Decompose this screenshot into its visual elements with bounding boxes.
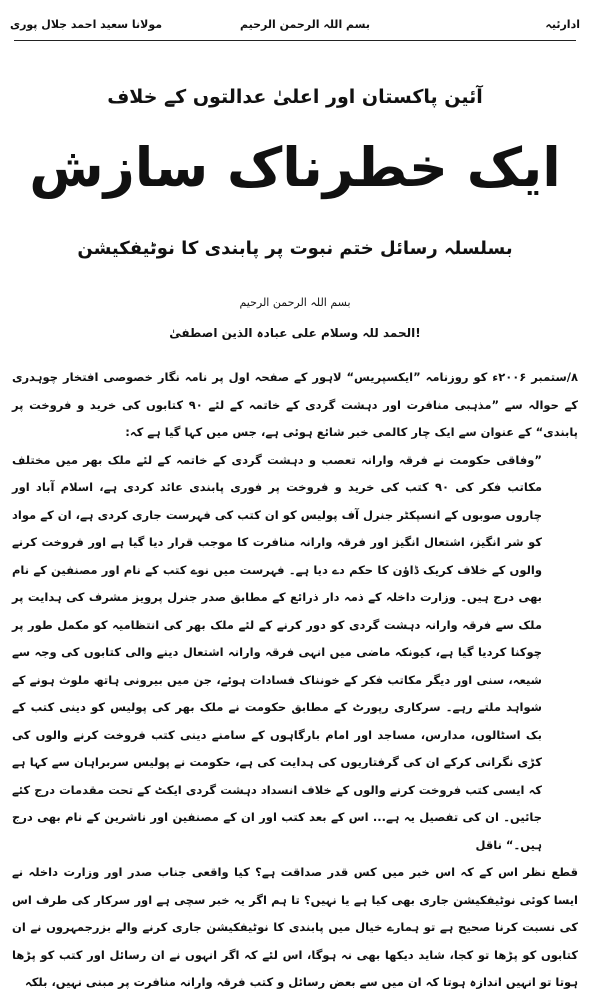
hamd-line: الحمد للہ وسلام علی عبادہ الذین اصطفیٰ! bbox=[169, 326, 421, 340]
article-subtitle: بسلسلہ رسائل ختم نبوت پر پابندی کا نوٹیفکیشن bbox=[77, 238, 513, 259]
bismillah: بسم اللہ الرحمن الرحیم bbox=[239, 296, 351, 309]
paragraph-commentary: قطع نظر اس کے کہ اس خبر میں کس قدر صداقت ہے؟ کیا واقعی جناب صدر اور وزارت داخلہ نے ایسا کوئی نوٹیفکیشن جاری بھی کیا ہے یا نہیں؟ تا ہم اگر یہ خبر سچی ہے اور سرکار کی طرف اس کی نسبت کرنا صحیح ہے تو ہمارے خیال میں پابندی کا نوٹیفکیشن جاری کرنے والے بزرجمہروں نے ان کتابوں کو پڑھا تو کجا، شاید دیکھا بھی نہ ہوگا، اس لئے کہ اگر انہوں نے ان رسائل اور کتب کو پڑھا ہوتا تو انہیں اندازہ ہوتا کہ ان میں سے بعض رسائل و کتب فرقہ وارانہ منافرت پر مبنی نہیں، بلکہ bbox=[12, 865, 578, 989]
article-kicker: آئین پاکستان اور اعلیٰ عدالتوں کے خلاف bbox=[107, 86, 483, 108]
header-bismillah: بسم اللہ الرحمن الرحیم bbox=[239, 18, 370, 31]
section-label: ادارئیہ bbox=[545, 18, 580, 31]
header-divider bbox=[14, 40, 576, 41]
author-name: مولانا سعید احمد جلال پوری bbox=[10, 18, 163, 31]
paragraph-intro: ۸/ستمبر ۲۰۰۶ء کو روزنامہ ”ایکسپریس“ لاہور کے صفحہ اول پر نامہ نگار خصوصی افتخار چوہدری کے حوالہ سے ”مذہبی منافرت اور دہشت گردی کے خاتمہ کے لئے ۹۰ کتابوں کی خرید و فروخت پر پابندی“ کے عنوان سے ایک چار کالمی خبر شائع ہوئی ہے، جس میں کہا گیا ہے کہ: bbox=[12, 370, 579, 439]
paragraph-quote: ”وفاقی حکومت نے فرقہ وارانہ تعصب و دہشت گردی کے خاتمہ کے لئے ملک بھر میں مختلف مکاتب فکر کی ۹۰ کتب کی خرید و فروخت پر فوری پابندی عائد کردی ہے، اسلام آباد اور چاروں صوبوں کے انسپکٹر جنرل آف پولیس کو ان کتب کی فہرست جاری کردی ہے، ان کے مواد کو شر انگیز، اشتعال انگیز اور فرقہ وارانہ منافرت کا موجب قرار دیا گیا ہے اور فروخت کرنے والوں کے خلاف کریک ڈاؤن کا حکم دے دیا ہے۔ فہرست میں نوے کتب کے نام اور مصنفین کے نام بھی درج ہیں۔ وزارت داخلہ کے ذمہ دار ذرائع کے مطابق صدر جنرل پرویز مشرف کی ہدایت پر ملک سے فرقہ وارانہ دہشت گردی کو دور کرنے کے لئے ملک بھر کی انتظامیہ کو مکمل طور پر چوکنا کردیا گیا ہے، کیونکہ ماضی میں انہی فرقہ وارانہ اشتعال دینے والی کتابوں کی وجہ سے شیعہ، سنی اور دیگر مکاتب فکر کے خونناک فسادات ہوئے، جن میں بیرونی ہاتھ ملوث ہونے کے شواہد ملتے رہے۔ سرکاری رپورٹ کے مطابق حکومت نے ملک بھر کی پولیس کو دینی کتب کے بک اسٹالوں، مدارس، مساجد اور امام بارگاہوں کے سامنے دینی کتب فروخت کرنے والوں کی کڑی نگرانی کرکے ان کی گرفتاریوں کی ہدایت کی ہے، حکومت نے پولیس سربراہان سے کہا ہے کہ ایسی کتب فروخت کرنے والوں کے خلاف انسداد دہشت گردی ایکٹ کے تحت مقدمات درج کئے جائیں۔ ان کی تفصیل یہ ہے... اس کے بعد کتب اور ان کے مصنفین اور ناشرین کے نام بھی درج ہیں۔“ ناقل bbox=[12, 452, 543, 852]
article-body bbox=[12, 364, 578, 997]
running-header bbox=[10, 18, 580, 40]
article-title: ایک خطرناک سازش bbox=[29, 136, 561, 199]
